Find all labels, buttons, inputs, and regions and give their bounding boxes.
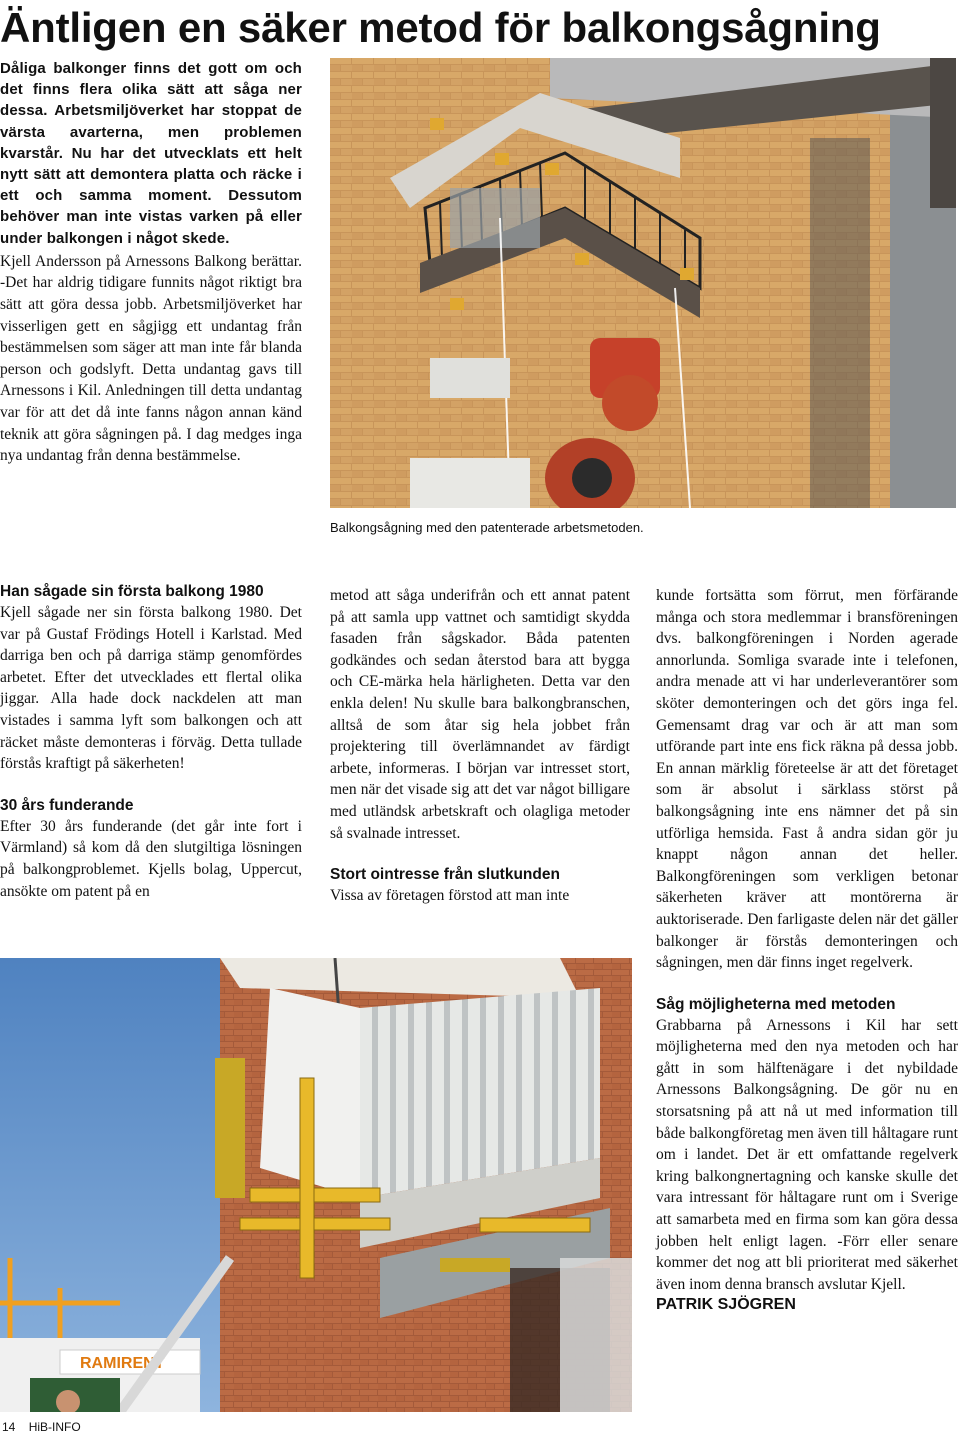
column-3 [656,585,958,1315]
column-3-text-2: Grabbarna på Arnessons i Kil har sett möjligheterna med den nya metoden och har gått in som hälftenägare i det nybildade Arnessons Balkongsågning. De gör nu en storsatsning på att nå ut med information till både balkongföretag men även till håltagare runt om i landet. Det är ett omfattande regelverk kring balkongnertagning och kanske skulle det vara intressant för håltagare runt om i Sverige att samarbeta med en firma som kan göra dessa jobben helt enligt lagen. -Förr eller senare kommer det nog att bli prioriterat med säkerhet även inom denna bransch avslutar Kjell. [656,1016,958,1293]
column-2-text-2: Vissa av företagen förstod att man inte [330,887,570,905]
publication-name: HiB-INFO [28,1420,81,1434]
bottom-photo [0,958,632,1412]
section-heading-disinterest: Stort ointresse från slutkunden [330,866,560,884]
page-number: 14 [2,1420,16,1434]
article-headline: Äntligen en säker metod för balkongsågning [0,4,881,51]
worker-icon [30,1378,120,1412]
column-1-text-2: Efter 30 års funderande (det går inte fort i Värmland) så kom då den slutgiltiga lösningen på balkongproblemet. Kjells bolag, Uppercut, ansökte om patent på en [0,817,302,900]
column-2 [330,585,630,907]
column-3-text-1: kunde fortsätta som förrut, men förfärande många och stora medlemmar i bransföreningen dvs. balkongföreningen i Norden agerade annorlunda. Somliga svarade inte i telefonen, andra menade att vi har underleverantörer som sköter demonteringen och det görs inga fel. Gemensamt drag var och är att man som utförande part inte ens fick räkna på dessa jobb. En annan märklig företeelse är att det företaget som är absolut i särklass störst på balkongsågning inte ens nämner det på sin utförliga hemsida. Fast å andra sidan gör ju knappt någon annan det heller. Balkongföreningen som verkligen betonar säkerheten kräver att montörerna är auktoriserade. Den farligaste delen när det gäller balkonger är förstås demonteringen och sågningen, men där finns inget regelverk. [656,587,958,972]
column-1-text-1: Kjell sågade ner sin första balkong 1980. Det var på Gustaf Frödings Hotell i Karlstad. Med darriga ben och på darriga stämp genomfördes arbetet. Efter det utvecklades ett flertal olika jiggar. Alla hade dock nackdelen att man vistades i samma lyft som balkongen och att räcket måste demonteras i förväg. Detta tullade förstås kraftigt på säkerheten! [0,604,302,773]
section-heading-30-years: 30 års funderande [0,796,134,814]
photo-caption: Balkongsågning med den patenterade arbetsmetoden. [330,520,644,535]
intro-column [0,58,302,467]
section-heading-possibilities: Såg möjligheterna med metoden [656,995,896,1013]
crane-sign-text: RAMIRENT [80,1355,165,1372]
top-photo [330,58,956,508]
column-2-text-1: metod att såga underifrån och ett annat patent på att samla upp vattnet och samtidigt skydda fasaden från sågskador. Båda patenten godkändes och sedan återstod bara att bygga och CE-märka hela härligheten. Detta var den enkla delen! Nu skulle bara balkongbranschen, alltså de som åtar sig hela jobbet från projektering till överlämnandet av färdigt arbete, informeras. I början var intresset stort, men när det visade sig att det var något billigare med utländsk arbetskraft och olagliga metoder så svalnade intresset. [330,587,630,842]
intro-lead: Dåliga balkonger finns det gott om och det finns flera olika sätt att såga ner dessa. Arbetsmiljöverket har stoppat de värsta avarterna, men problemen kvarstår. Nu har det utvecklats ett helt nytt sätt att demontera platta och räcke i ett och samma moment. Dessutom behöver man inte vistas varken på eller under balkongen i något skede. [0,60,302,247]
intro-body: Kjell Andersson på Arnessons Balkong berättar. -Det har aldrig tidigare funnits något riktigt bra sätt att göra dessa jobb. Arbetsmiljöverket har visserligen gett en sågjigg ett undantag från bestämmelsen som säger att man inte får blanda person och godslyft. Detta undantag gavs till Arnessons i Kil. Anledningen till detta undantag var för att det då inte fanns någon annan känd teknik att göra sågningen på. I dag medges inga nya undantag från denna bestämmelse. [0,252,302,465]
section-heading-first-balcony: Han sågade sin första balkong 1980 [0,583,264,600]
page-footer [2,1419,91,1435]
author-byline: PATRIK SJÖGREN [656,1296,796,1314]
column-1 [0,581,302,902]
